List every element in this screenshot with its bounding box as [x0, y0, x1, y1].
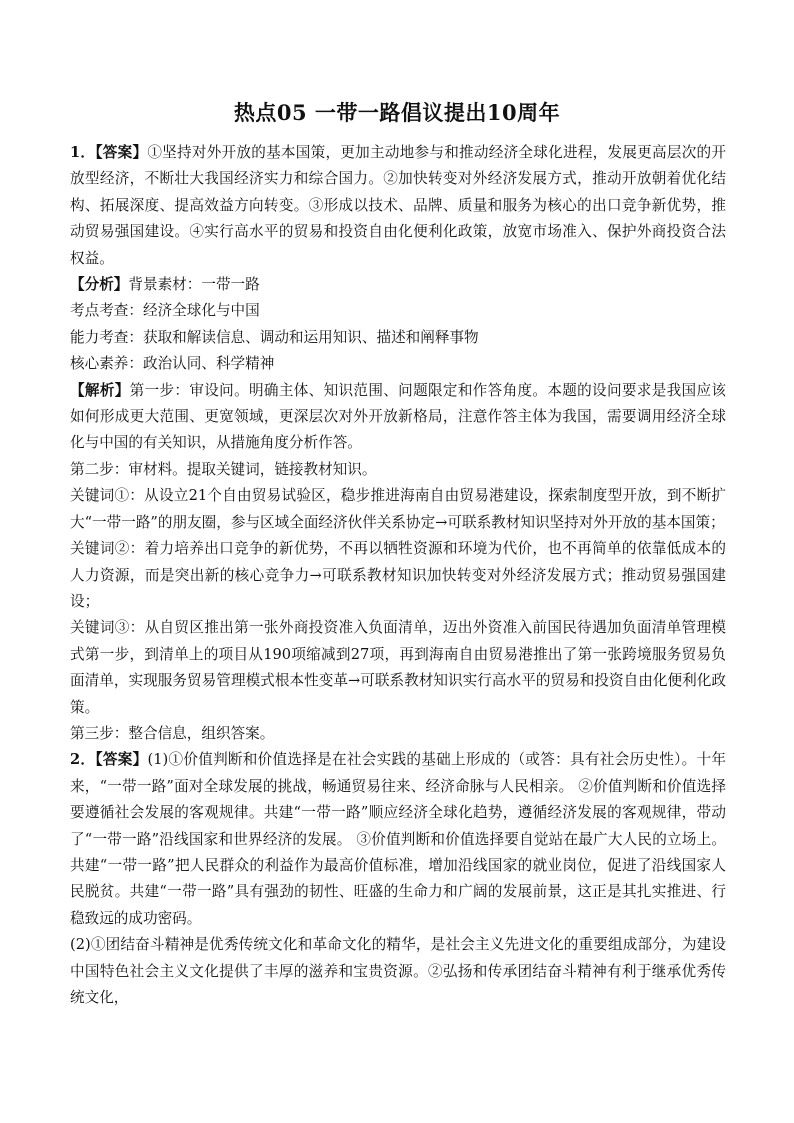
analysis-text: 背景素材：一带一路	[128, 276, 260, 294]
answer-text: ①坚持对外开放的基本国策，更加主动地参与和推动经济全球化进程，发展更高层次的开放型经济，不断壮大我国经济实力和综合国力。②加快转变对外经济发展方式，推动开放朝着优化结构、拓展深度、提高效益方向转变。③形成以技术、品牌、质量和服务为核心的出口竞争新优势，推动贸易强国建设。④实行高水平的贸易和投资自由化便利化政策，放宽市场准入、保护外商投资合法权益。	[70, 144, 726, 267]
step-two-text: 第二步：审材料。提取关键词，链接教材知识。	[70, 460, 377, 478]
analysis-paragraph	[70, 272, 726, 298]
keyword-2-text: 关键词②：着力培养出口竞争的新优势，不再以牺牲资源和环境为代价，也不再简单的依靠低成本的人力资源，而是突出新的核心竞争力→可联系教材知识加快转变对外经济发展方式；推动贸易强国建设；	[70, 540, 726, 610]
answer-2-label: 2．【答案】	[70, 751, 148, 769]
answer-1-paragraph	[70, 140, 726, 272]
answer-2-text: (1)①价值判断和价值选择是在社会实践的基础上形成的（或答：具有社会历史性）。十年来，“一带一路”面对全球发展的挑战，畅通贸易往来、经济命脉与人民相亲。 ②价值判断和价值选择要遵循社会发展的客观规律。共建“一带一路”顺应经济全球化趋势，遵循经济发展的客观规律，带动了“一带一路”沿线国家和世界经济的发展。 ③价值判断和价值选择要自觉站在最广大人民的立场上。共建“一带一路”把人民群众的利益作为最高价值标准，增加沿线国家的就业岗位，促进了沿线国家人民脱贫。共建“一带一路”具有强劲的韧性、旺盛的生命力和广阔的发展前景，这正是其扎实推进、行稳致远的成功密码。	[70, 751, 726, 927]
keyword-3-paragraph	[70, 615, 726, 721]
exam-point-paragraph	[70, 298, 726, 324]
explanation-paragraph	[70, 378, 726, 457]
page-title: 热点05 一带一路倡议提出10周年	[233, 100, 561, 125]
explanation-text: 第一步：审设问。明确主体、知识范围、问题限定和作答角度。本题的设问要求是我国应该如何形成更大范围、更宽领域，更深层次对外开放新格局，注意作答主体为我国，需要调用经济全球化与中国的有关知识，从措施角度分析作答。	[70, 381, 726, 452]
answer-2-paragraph	[70, 747, 726, 932]
analysis-label: 【分析】	[70, 276, 129, 294]
keyword-3-text: 关键词③：从自贸区推出第一张外商投资准入负面清单，迈出外资准入前国民待遇加负面清单管理模式第一步，到清单上的项目从190项缩减到27项，再到海南自由贸易港推出了第一张跨境服务贸易负面清单，实现服务贸易管理模式根本性变革→可联系教材知识实行高水平的贸易和投资自由化便利化政策。	[70, 619, 726, 716]
explanation-label: 【解析】	[70, 381, 130, 399]
ability-paragraph	[70, 325, 726, 351]
answer-2-part-2-text: (2)①团结奋斗精神是优秀传统文化和革命文化的精华，是社会主义先进文化的重要组成部分，为建设中国特色社会主义文化提供了丰厚的滋养和宝贵资源。②弘扬和传承团结奋斗精神有利于继承优秀传统文化，	[70, 936, 726, 1006]
step-two-paragraph	[70, 457, 726, 483]
core-literacy-text: 核心素养：政治认同、科学精神	[70, 355, 275, 373]
exam-point-text: 考点考查：经济全球化与中国	[70, 302, 260, 320]
keyword-2-paragraph	[70, 536, 726, 615]
answer-2-part-2-paragraph	[70, 932, 726, 1011]
answer-label: 1．【答案】	[70, 144, 148, 161]
step-three-paragraph	[70, 721, 726, 747]
keyword-1-text: 关键词①：从设立21个自由贸易试验区，稳步推进海南自由贸易港建设，探索制度型开放，到不断扩大“一带一路”的朋友圈，参与区域全面经济伙伴关系协定→可联系教材知识坚持对外开放的基本国策；	[70, 487, 726, 531]
step-three-text: 第三步：整合信息，组织答案。	[70, 724, 275, 742]
document-body	[70, 140, 726, 1011]
ability-text: 能力考查：获取和解读信息、调动和运用知识、描述和阐释事物	[70, 328, 479, 346]
keyword-1-paragraph	[70, 483, 726, 536]
core-literacy-paragraph	[70, 351, 726, 377]
